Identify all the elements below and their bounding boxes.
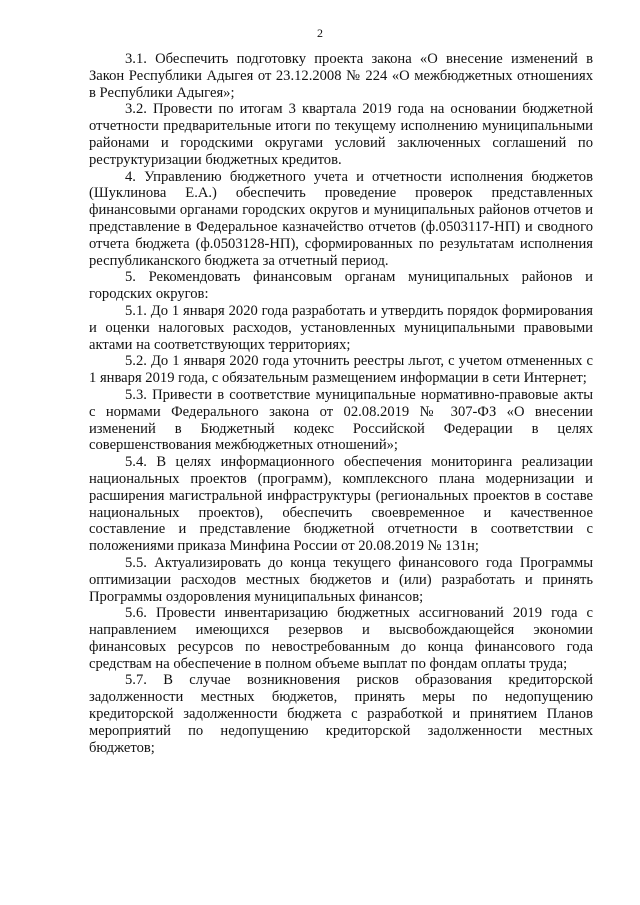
paragraph-5-5: 5.5. Актуализировать до конца текущего финансового года Программы оптимизации расходов местных бюджетов и (или) разработать и принять Программы оздоровления муниципальных финансов; bbox=[89, 554, 593, 605]
paragraph-5-7: 5.7. В случае возникновения рисков образования кредиторской задолженности местных бюджетов, принять меры по недопущению кредиторской задолженности бюджета с разработкой и принятием Планов мероприятий по недопущению кредиторской задолженности местных бюджетов; bbox=[89, 672, 593, 756]
paragraph-5-3: 5.3. Привести в соответствие муниципальные нормативно-правовые акты с нормами Федерального закона от 02.08.2019 № 307-ФЗ «О внесении изменений в Бюджетный кодекс Российской Федерации в целях совершенствования межбюджетных отношений»; bbox=[89, 386, 593, 454]
paragraph-5-1: 5.1. До 1 января 2020 года разработать и утвердить порядок формирования и оценки налоговых расходов, установленных муниципальными правовыми актами на соответствующих территориях; bbox=[89, 302, 593, 353]
paragraph-3-1: 3.1. Обеспечить подготовку проекта закона «О внесение изменений в Закон Республики Адыгея от 23.12.2008 № 224 «О межбюджетных отношениях в Республики Адыгея»; bbox=[89, 51, 593, 101]
paragraph-5-2: 5.2. До 1 января 2020 года уточнить реестры льгот, с учетом отмененных с 1 января 2019 года, с обязательным размещением информации в сети Интернет; bbox=[89, 353, 593, 387]
document-body bbox=[89, 51, 593, 756]
paragraph-5-6: 5.6. Провести инвентаризацию бюджетных ассигнований 2019 года с направлением имеющихся резервов и высвобождающейся экономии финансовых ресурсов по невостребованным до конца финансового года средствам на обеспечение в полном объеме выплат по фондам оплаты труда; bbox=[89, 605, 593, 672]
paragraph-5: 5. Рекомендовать финансовым органам муниципальных районов и городских округов: bbox=[89, 269, 593, 303]
page-number: 2 bbox=[317, 26, 323, 40]
paragraph-3-2: 3.2. Провести по итогам 3 квартала 2019 года на основании бюджетной отчетности предварительные итоги по текущему исполнению муниципальными районами и городскими округами условий заключенных соглашений по реструктуризации бюджетных кредитов. bbox=[89, 101, 593, 168]
paragraph-5-4: 5.4. В целях информационного обеспечения мониторинга реализации национальных проектов (программ), комплексного плана модернизации и расширения магистральной инфраструктуры (региональных проектов в составе национальных проектов), обеспечить своевременное и качественное составление и представление бюджетной отчетности в соответствии с положениями приказа Минфина России от 20.08.2019 № 131н; bbox=[89, 454, 593, 555]
paragraph-4: 4. Управлению бюджетного учета и отчетности исполнения бюджетов (Шуклинова Е.А.) обеспечить проведение проверок представленных финансовыми органами городских округов и муниципальных районов отчетов и представление в Федеральное казначейство отчетов (ф.0503117-НП) и сводного отчета бюджета (ф.0503128-НП), сформированных по результатам исполнения республиканского бюджета за отчетный период. bbox=[89, 168, 593, 269]
